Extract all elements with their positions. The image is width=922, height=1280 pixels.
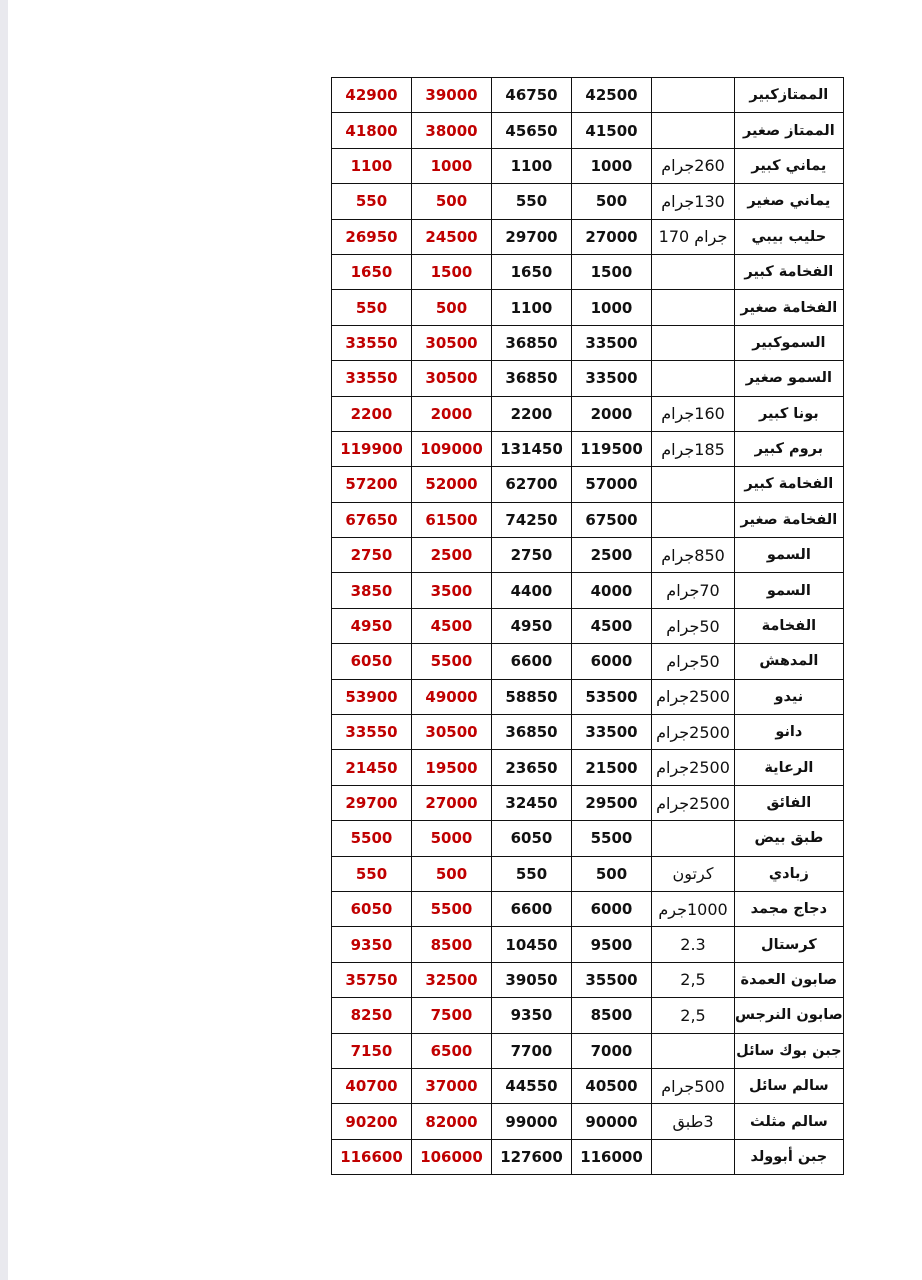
table-row [332,785,844,820]
table-row [332,573,844,608]
price-cell-1: 2500 [572,538,652,573]
price-cell-1: 6000 [572,891,652,926]
price-cell-3: 500 [412,856,492,891]
price-cell-4: 53900 [332,679,412,714]
price-cell-4: 33550 [332,715,412,750]
price-cell-4: 42900 [332,78,412,113]
table-row [332,290,844,325]
price-cell-3: 19500 [412,750,492,785]
unit-cell: 2.3 [652,927,735,962]
price-cell-4: 6050 [332,891,412,926]
price-cell-3: 4500 [412,608,492,643]
price-cell-3: 5000 [412,821,492,856]
price-cell-1: 1500 [572,254,652,289]
unit-cell [652,1033,735,1068]
price-table [331,77,844,1175]
price-cell-2: 36850 [492,361,572,396]
price-cell-2: 550 [492,856,572,891]
price-cell-3: 8500 [412,927,492,962]
price-cell-1: 35500 [572,962,652,997]
price-cell-1: 4000 [572,573,652,608]
price-cell-1: 21500 [572,750,652,785]
price-cell-3: 61500 [412,502,492,537]
price-cell-4: 90200 [332,1104,412,1139]
price-cell-2: 36850 [492,325,572,360]
price-cell-1: 1000 [572,148,652,183]
price-cell-2: 45650 [492,113,572,148]
table-row [332,538,844,573]
product-name-cell: المدهش [735,644,844,679]
table-row [332,325,844,360]
product-name-cell: نيدو [735,679,844,714]
price-cell-1: 7000 [572,1033,652,1068]
price-cell-1: 67500 [572,502,652,537]
price-cell-1: 116000 [572,1139,652,1174]
price-cell-1: 1000 [572,290,652,325]
product-name-cell: سالم سائل [735,1068,844,1103]
price-cell-3: 7500 [412,998,492,1033]
unit-cell: 70جرام [652,573,735,608]
price-cell-4: 550 [332,290,412,325]
price-cell-3: 2000 [412,396,492,431]
price-cell-3: 3500 [412,573,492,608]
price-cell-2: 6050 [492,821,572,856]
product-name-cell: السمو صغير [735,361,844,396]
unit-cell [652,325,735,360]
price-cell-2: 127600 [492,1139,572,1174]
table-row [332,1104,844,1139]
table-row [332,927,844,962]
product-name-cell: الفخامة [735,608,844,643]
price-cell-1: 500 [572,184,652,219]
price-cell-4: 29700 [332,785,412,820]
unit-cell: 500جرام [652,1068,735,1103]
product-name-cell: الرعاية [735,750,844,785]
price-cell-2: 9350 [492,998,572,1033]
unit-cell: 160جرام [652,396,735,431]
table-row [332,1033,844,1068]
price-cell-1: 57000 [572,467,652,502]
price-cell-2: 36850 [492,715,572,750]
unit-cell [652,1139,735,1174]
price-cell-2: 46750 [492,78,572,113]
product-name-cell: الفخامة صغير [735,502,844,537]
price-cell-4: 6050 [332,644,412,679]
product-name-cell: الفائق [735,785,844,820]
price-cell-2: 39050 [492,962,572,997]
table-row [332,821,844,856]
product-name-cell: يماني صغير [735,184,844,219]
price-cell-4: 1100 [332,148,412,183]
price-cell-2: 44550 [492,1068,572,1103]
price-cell-2: 32450 [492,785,572,820]
price-cell-3: 500 [412,184,492,219]
price-cell-4: 67650 [332,502,412,537]
price-cell-4: 7150 [332,1033,412,1068]
price-cell-4: 4950 [332,608,412,643]
unit-cell [652,113,735,148]
price-cell-2: 1650 [492,254,572,289]
price-cell-2: 74250 [492,502,572,537]
price-cell-4: 33550 [332,361,412,396]
table-row [332,219,844,254]
price-cell-4: 26950 [332,219,412,254]
price-cell-2: 29700 [492,219,572,254]
product-name-cell: الممتازكبير [735,78,844,113]
table-row [332,361,844,396]
unit-cell: 3طبق [652,1104,735,1139]
price-cell-2: 1100 [492,148,572,183]
price-cell-1: 27000 [572,219,652,254]
price-cell-3: 5500 [412,644,492,679]
table-row [332,608,844,643]
price-cell-1: 500 [572,856,652,891]
unit-cell [652,502,735,537]
price-cell-4: 40700 [332,1068,412,1103]
price-cell-4: 57200 [332,467,412,502]
price-cell-4: 116600 [332,1139,412,1174]
price-cell-3: 2500 [412,538,492,573]
price-cell-2: 23650 [492,750,572,785]
product-name-cell: السمو [735,538,844,573]
price-cell-3: 27000 [412,785,492,820]
price-cell-2: 4950 [492,608,572,643]
price-cell-1: 2000 [572,396,652,431]
price-cell-3: 82000 [412,1104,492,1139]
price-cell-4: 9350 [332,927,412,962]
price-cell-2: 4400 [492,573,572,608]
price-cell-1: 33500 [572,361,652,396]
price-cell-4: 119900 [332,431,412,466]
table-row [332,467,844,502]
product-name-cell: بروم كبير [735,431,844,466]
price-cell-3: 52000 [412,467,492,502]
unit-cell [652,361,735,396]
price-cell-3: 5500 [412,891,492,926]
price-cell-4: 8250 [332,998,412,1033]
unit-cell: 2500جرام [652,679,735,714]
unit-cell: جرام 170 [652,219,735,254]
price-cell-1: 5500 [572,821,652,856]
price-cell-3: 38000 [412,113,492,148]
unit-cell [652,254,735,289]
table-row [332,254,844,289]
price-cell-3: 39000 [412,78,492,113]
price-table-body [332,78,844,1175]
product-name-cell: طبق بيض [735,821,844,856]
product-name-cell: الفخامة صغير [735,290,844,325]
table-row [332,856,844,891]
table-row [332,113,844,148]
price-cell-2: 6600 [492,644,572,679]
unit-cell [652,78,735,113]
price-cell-2: 2750 [492,538,572,573]
price-cell-3: 1500 [412,254,492,289]
price-cell-1: 33500 [572,715,652,750]
product-name-cell: زبادي [735,856,844,891]
product-name-cell: حليب بيبي [735,219,844,254]
table-row [332,1139,844,1174]
product-name-cell: صابون النرجس [735,998,844,1033]
unit-cell: 2,5 [652,962,735,997]
price-cell-1: 42500 [572,78,652,113]
unit-cell: 850جرام [652,538,735,573]
price-cell-2: 550 [492,184,572,219]
price-cell-1: 9500 [572,927,652,962]
product-name-cell: دجاج مجمد [735,891,844,926]
price-cell-4: 33550 [332,325,412,360]
price-cell-2: 7700 [492,1033,572,1068]
price-cell-3: 1000 [412,148,492,183]
product-name-cell: الممتاز صغير [735,113,844,148]
unit-cell: 185جرام [652,431,735,466]
product-name-cell: جبن بوك سائل [735,1033,844,1068]
table-row [332,502,844,537]
price-cell-2: 131450 [492,431,572,466]
price-cell-4: 2750 [332,538,412,573]
price-cell-2: 99000 [492,1104,572,1139]
product-name-cell: السموكبير [735,325,844,360]
unit-cell: 2500جرام [652,715,735,750]
product-name-cell: جبن أبوولد [735,1139,844,1174]
product-name-cell: يماني كبير [735,148,844,183]
price-cell-2: 10450 [492,927,572,962]
price-cell-4: 41800 [332,113,412,148]
price-cell-4: 21450 [332,750,412,785]
price-cell-3: 30500 [412,361,492,396]
table-row [332,962,844,997]
unit-cell: 260جرام [652,148,735,183]
price-cell-3: 32500 [412,962,492,997]
unit-cell: 2500جرام [652,785,735,820]
price-cell-3: 24500 [412,219,492,254]
product-name-cell: السمو [735,573,844,608]
product-name-cell: سالم مثلث [735,1104,844,1139]
product-name-cell: كرستال [735,927,844,962]
price-cell-1: 8500 [572,998,652,1033]
table-row [332,644,844,679]
price-cell-2: 62700 [492,467,572,502]
product-name-cell: بونا كبير [735,396,844,431]
unit-cell: 50جرام [652,644,735,679]
table-row [332,998,844,1033]
price-cell-4: 3850 [332,573,412,608]
price-cell-2: 2200 [492,396,572,431]
table-row [332,396,844,431]
price-cell-1: 119500 [572,431,652,466]
table-row [332,891,844,926]
price-cell-1: 6000 [572,644,652,679]
price-cell-4: 1650 [332,254,412,289]
table-row [332,679,844,714]
table-row [332,715,844,750]
price-cell-1: 41500 [572,113,652,148]
unit-cell [652,290,735,325]
price-cell-1: 53500 [572,679,652,714]
price-cell-4: 5500 [332,821,412,856]
unit-cell: 2500جرام [652,750,735,785]
table-row [332,431,844,466]
price-cell-3: 106000 [412,1139,492,1174]
unit-cell: 130جرام [652,184,735,219]
price-cell-2: 6600 [492,891,572,926]
table-row [332,78,844,113]
product-name-cell: الفخامة كبير [735,467,844,502]
price-cell-1: 33500 [572,325,652,360]
unit-cell [652,467,735,502]
unit-cell: 2,5 [652,998,735,1033]
table-row [332,184,844,219]
price-cell-3: 30500 [412,715,492,750]
price-cell-4: 2200 [332,396,412,431]
price-cell-4: 550 [332,856,412,891]
price-cell-1: 40500 [572,1068,652,1103]
price-cell-2: 1100 [492,290,572,325]
price-cell-3: 109000 [412,431,492,466]
price-cell-3: 500 [412,290,492,325]
unit-cell: 50جرام [652,608,735,643]
price-cell-3: 37000 [412,1068,492,1103]
price-cell-1: 4500 [572,608,652,643]
table-row [332,750,844,785]
table-row [332,148,844,183]
product-name-cell: الفخامة كبير [735,254,844,289]
price-cell-3: 49000 [412,679,492,714]
unit-cell: كرتون [652,856,735,891]
product-name-cell: دانو [735,715,844,750]
unit-cell: 1000جرم [652,891,735,926]
product-name-cell: صابون العمدة [735,962,844,997]
price-cell-4: 550 [332,184,412,219]
table-row [332,1068,844,1103]
price-cell-4: 35750 [332,962,412,997]
price-cell-3: 30500 [412,325,492,360]
price-cell-3: 6500 [412,1033,492,1068]
price-cell-1: 29500 [572,785,652,820]
unit-cell [652,821,735,856]
price-cell-1: 90000 [572,1104,652,1139]
price-cell-2: 58850 [492,679,572,714]
